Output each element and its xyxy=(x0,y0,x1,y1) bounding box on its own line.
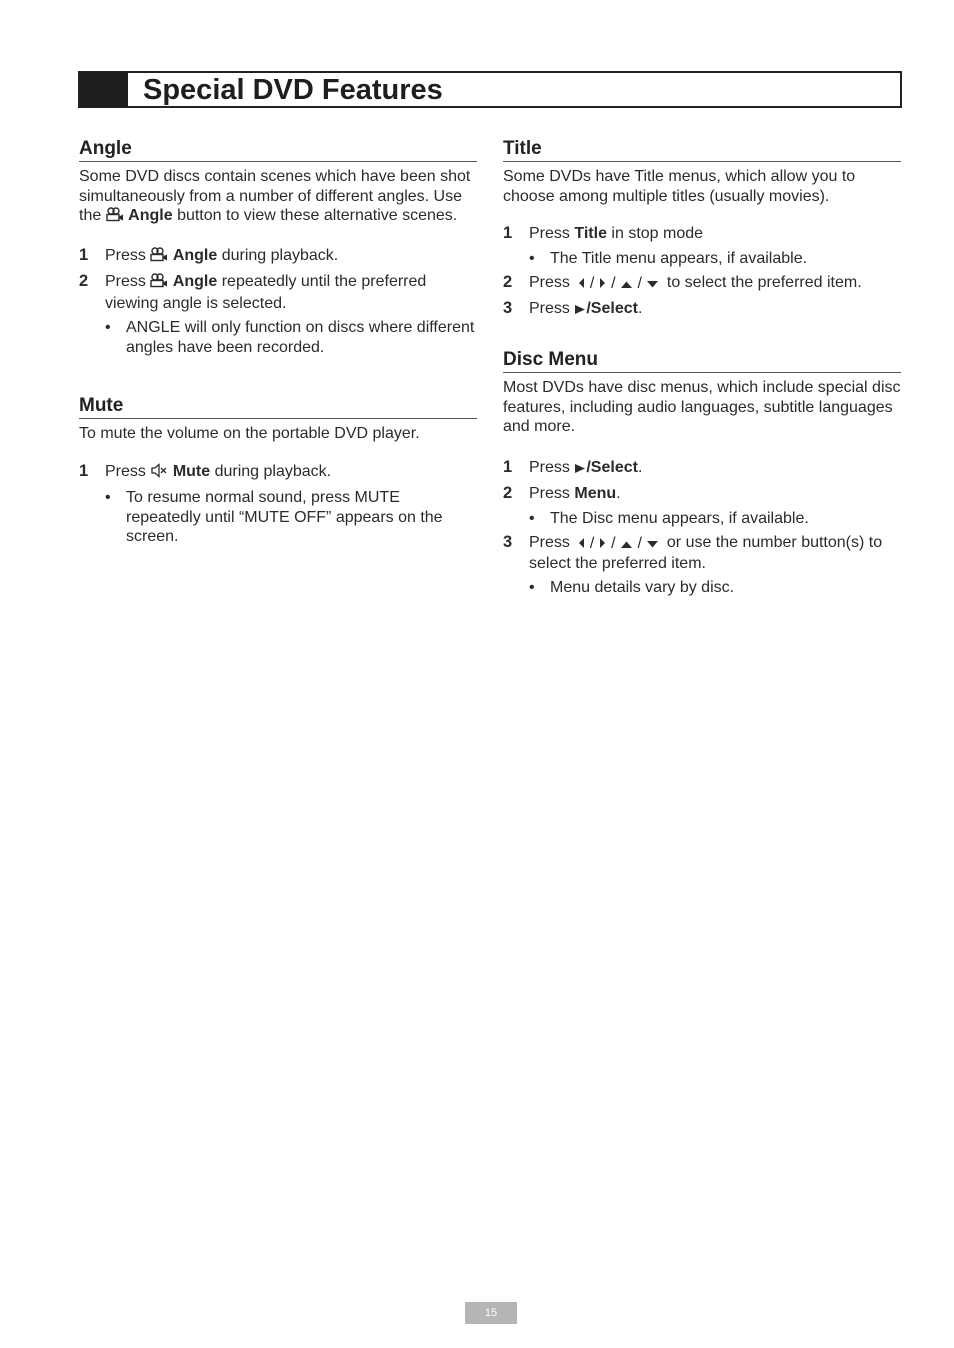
title-step-2: 2 Press / / / to select the preferred item. xyxy=(503,273,862,292)
left-column xyxy=(79,138,477,575)
mute-heading: Mute xyxy=(79,395,477,419)
title-note: • The Title menu appears, if available. xyxy=(529,249,808,267)
mute-note: • To resume normal sound, press MUTE repeatedly until “MUTE OFF” appears on the screen. xyxy=(105,489,443,545)
angle-step-2: 2 Press Angle repeatedly until the preferred viewing angle is selected. xyxy=(79,272,427,312)
angle-note: • ANGLE will only function on discs where different angles have been recorded. xyxy=(105,319,475,356)
arrow-left-icon xyxy=(577,537,585,549)
disc-menu-heading: Disc Menu xyxy=(503,349,901,373)
angle-section xyxy=(79,138,477,357)
navigation-arrows: / / / xyxy=(577,274,659,294)
angle-step-1: 1 Press Angle during playback. xyxy=(79,246,477,268)
arrow-up-icon xyxy=(620,540,633,549)
disc-menu-step-1: 1 Press /Select. xyxy=(503,458,901,480)
page-title: Special DVD Features xyxy=(143,74,443,106)
title-section xyxy=(503,138,901,320)
navigation-arrows: / / / xyxy=(577,534,659,554)
angle-intro: Some DVD discs contain scenes which have been shot simultaneously from a number of different angles. Use the Angle button to view these alternative scenes. xyxy=(79,167,477,228)
banner-block xyxy=(80,73,128,106)
disc-menu-section xyxy=(503,349,901,598)
title-step-3: 3 Press /Select. xyxy=(503,299,901,321)
arrow-right-icon xyxy=(599,537,607,549)
camera-angle-icon xyxy=(150,273,168,294)
angle-heading: Angle xyxy=(79,138,477,162)
page-number: 15 xyxy=(465,1302,517,1324)
title-step-1: 1 Press Title in stop mode xyxy=(503,224,704,242)
mute-section xyxy=(79,395,477,547)
play-triangle-icon xyxy=(574,301,586,321)
mute-intro: To mute the volume on the portable DVD player. xyxy=(79,425,420,442)
arrow-down-icon xyxy=(646,280,659,289)
arrow-right-icon xyxy=(599,277,607,289)
title-heading: Title xyxy=(503,138,901,162)
camera-angle-icon xyxy=(150,247,168,268)
arrow-up-icon xyxy=(620,280,633,289)
arrow-left-icon xyxy=(577,277,585,289)
disc-menu-note-1: • The Disc menu appears, if available. xyxy=(529,509,809,527)
speaker-mute-icon xyxy=(150,463,168,484)
disc-menu-intro: Most DVDs have disc menus, which include special disc features, including audio languages, subtitle languages and more. xyxy=(503,379,901,435)
disc-menu-note-2: • Menu details vary by disc. xyxy=(529,579,735,596)
right-column xyxy=(503,138,901,626)
camera-angle-icon xyxy=(106,207,124,228)
disc-menu-step-3: 3 Press / / / or use the number button(s) to select the preferred item. xyxy=(503,533,883,572)
mute-step-1: 1 Press Mute during playback. xyxy=(79,462,477,484)
arrow-down-icon xyxy=(646,540,659,549)
section-banner xyxy=(78,71,902,108)
title-intro: Some DVDs have Title menus, which allow you to choose among multiple titles (usually movies). xyxy=(503,168,856,205)
play-triangle-icon xyxy=(574,460,586,480)
disc-menu-step-2: 2 Press Menu. xyxy=(503,484,621,502)
